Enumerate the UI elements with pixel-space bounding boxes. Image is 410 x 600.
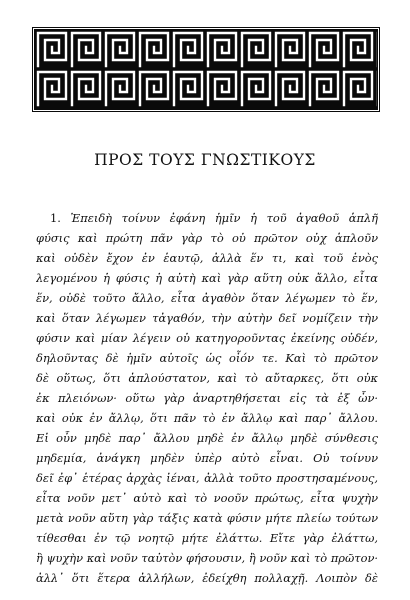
text-line: μετὰ νοῦν αὕτη γὰρ τάξις κατὰ φύσιν μήτε πλείω τούτων: [36, 511, 378, 525]
text-line: καὶ οὐκ ἐν ἄλλῳ, ὅτι πᾶν τὸ ἐν ἄλλῳ καὶ παρ᾽ ἄλλου.: [36, 411, 378, 425]
text-line: καὶ οὐδὲν ἔχον ἐν ἑαυτῷ, ἀλλὰ ἕν τι, καὶ τοῦ ἑνὸς: [36, 251, 378, 265]
text-line: τίθεσθαι ἐν τῷ νοητῷ μήτε ἐλάττω. Εἴτε γὰρ ἐλάττω,: [36, 531, 378, 545]
text-line: δεῖ ἐφ᾽ ἑτέρας ἀρχὰς ἰέναι, ἀλλὰ τοῦτο προστησαμένους,: [36, 471, 378, 485]
page-title: ΠΡΟΣ ΤΟΥΣ ΓΝΩΣΤΙΚΟΥΣ: [94, 151, 316, 169]
text-line: φύσιν καὶ μίαν λέγειν οὐ κατηγοροῦντας ἐκείνης οὐδέν,: [36, 331, 378, 345]
text-line: λεγομένου ἡ φύσις ἡ αὐτὴ καὶ γὰρ αὕτη οὐκ ἄλλο, εἶτα: [36, 271, 378, 285]
text-line: ἢ ψυχὴν καὶ νοῦν ταὐτὸν φήσουσιν, ἢ νοῦν καὶ τὸ πρῶτον·: [36, 551, 378, 565]
text-line: καὶ ὅταν λέγωμεν τἀγαθόν, τὴν αὐτὴν δεῖ νομίζειν τὴν: [36, 311, 378, 325]
text-line: δὲ οὕτως, ὅτι ἁπλούστατον, καὶ τὸ αὔταρκες, ὅτι οὐκ: [36, 371, 378, 385]
text-line: φύσις καὶ πρώτη πᾶν γὰρ τὸ οὐ πρῶτον οὐχ ἁπλοῦν: [36, 231, 378, 245]
text-line: εἶτα νοῦν μετ᾽ αὐτὸ καὶ τὸ νοοῦν πρώτως, εἶτα ψυχὴν: [36, 491, 378, 505]
text-line-content: Ἐπειδὴ τοίνυν ἐφάνη ἡμῖν ἡ τοῦ ἀγαθοῦ ἁπλῆ: [70, 211, 378, 225]
text-line: ἀλλ᾽ ὅτι ἕτερα ἀλλήλων, ἐδείχθη πολλαχῇ. Λοιπὸν δὲ: [36, 571, 378, 585]
text-line: Εἰ οὖν μηδὲ παρ᾽ ἄλλου μηδὲ ἐν ἄλλῳ μηδὲ σύνθεσις: [36, 431, 378, 445]
greek-key-meander-border: [32, 27, 380, 112]
text-line: δηλοῦντας δὲ ἡμῖν αὐτοῖς ὡς οἷόν τε. Καὶ τὸ πρῶτον: [36, 351, 378, 365]
text-line: ἐκ πλειόνων· οὕτω γὰρ ἀναρτηθήσεται εἰς τὰ ἐξ ὧν·: [36, 391, 378, 405]
paragraph-number: 1.: [50, 211, 61, 225]
greek-text-paragraph: [36, 208, 378, 588]
text-line: μηδεμία, ἀνάγκη μηδὲν ὑπὲρ αὐτὸ εἶναι. Οὐ τοίνυν: [36, 451, 378, 465]
text-line: [36, 208, 378, 228]
text-line: ἕν, οὐδὲ τοῦτο ἄλλο, εἶτα ἀγαθὸν ὅταν λέγωμεν τὸ ἕν,: [36, 291, 378, 305]
